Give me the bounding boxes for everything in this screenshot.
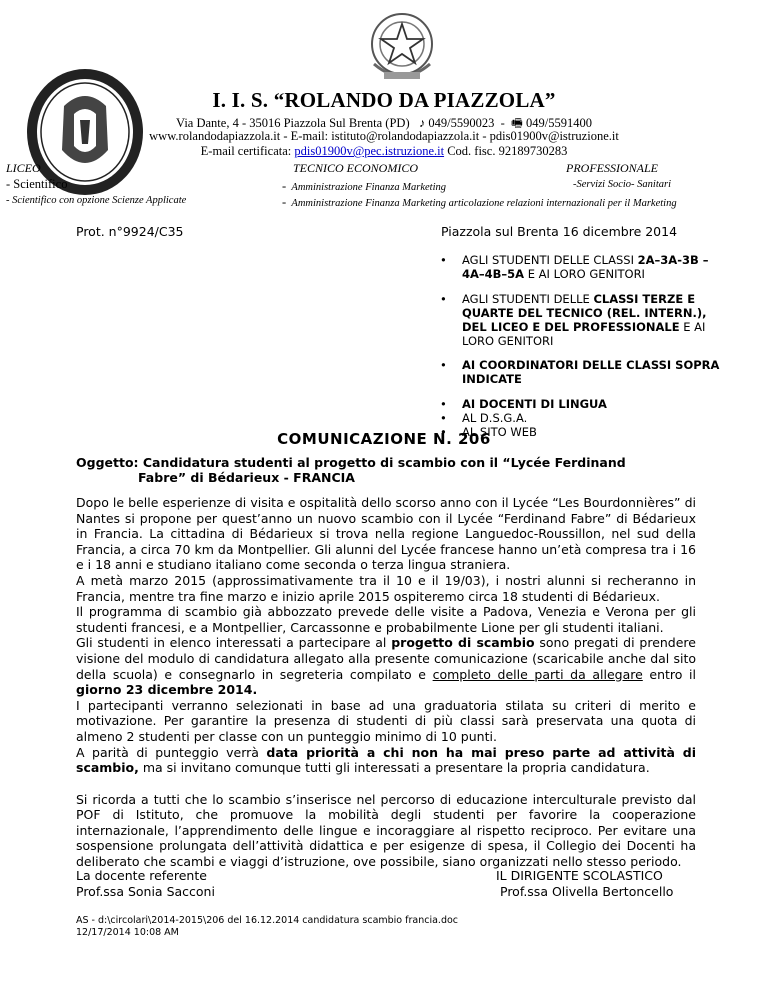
web-email-line: www.rolandodapiazzola.it - E-mail: istituto@rolandodapiazzola.it - pdis01900v@istruzione.it (149, 129, 619, 143)
certified-email-link[interactable]: pdis01900v@pec.istruzione.it (294, 144, 445, 158)
recipient-item: • AL D.S.G.A. (436, 411, 726, 425)
tax-code: Cod. fisc. 92189730283 (447, 144, 568, 158)
recipient-item: • AI COORDINATORI DELLE CLASSI SOPRA INDICATE (436, 358, 726, 386)
liceo-line2: - Scientifico con opzione Scienze Applicate (6, 195, 187, 206)
signature-right-name: Prof.ssa Olivella Bertoncello (500, 884, 674, 899)
italian-republic-emblem (362, 8, 442, 86)
paragraph: Gli studenti in elenco interessati a partecipare al progetto di scambio sono pregati di prendere visione del modulo di candidatura allegato alla presente comunicazione (scaricabile anche dal sito della scuola) e consegnarlo in segreteria compilato e completo delle parti da allegare entro il giorno 23 dicembre 2014. (76, 635, 696, 698)
recipient-item: • AGLI STUDENTI DELLE CLASSI TERZE E QUARTE DEL TECNICO (REL. INTERN.), DEL LICEO E DEL PROFESSIONALE E AI LORO GENITORI (436, 292, 726, 348)
subject (76, 455, 696, 485)
paragraph: A parità di punteggio verrà data priorità a chi non ha mai preso parte ad attività di scambio, ma si invitano comunque tutti gli interessati a presentare la propria candidatura. (76, 744, 697, 776)
certified-email-line (0, 144, 768, 159)
tecnico-line2: - Amministrazione Finanza Marketing articolazione relazioni internazionali per il Marketing (282, 195, 677, 209)
place-date: Piazzola sul Brenta 16 dicembre 2014 (441, 224, 678, 239)
phone-icon: ♪ (419, 116, 426, 130)
subject-line-1: Oggetto: Candidatura studenti al progetto di scambio con il “Lycée Ferdinand (76, 455, 626, 470)
address-text: Via Dante, 4 - 35016 Piazzola Sul Brenta (PD) (176, 116, 410, 130)
tecnico-line1: - Amministrazione Finanza Marketing (282, 179, 446, 193)
liceo-line1: - Scientifico (6, 177, 68, 191)
signature-right-role: IL DIRIGENTE SCOLASTICO (496, 868, 663, 883)
paragraph: Dopo le belle esperienze di visita e ospitalità dello scorso anno con il Lycée “Les Bourdonnières” di Nantes si propone per quest’anno un nuovo scambio con il Lycée “Ferdinand Fabre” di Bédarieux in Francia. La cittadina di Bédarieux si trova nella regione Languedoc-Roussillon, nel sud della Francia, a circa 70 km da Montpellier. Gli alunni del Lycée francese hanno un’età compresa tra i 16 e i 18 anni e studiano italiano come seconda o terza lingua straniera. (76, 495, 696, 573)
footer-timestamp: 12/17/2014 10:08 AM (76, 927, 179, 938)
recipient-item: • AL SITO WEB (436, 425, 726, 439)
subject-line-2: Fabre” di Bédarieux - FRANCIA (138, 470, 355, 485)
signature-left (76, 868, 215, 900)
phone-number: 049/5590023 (428, 116, 495, 130)
recipient-item: • AGLI STUDENTI DELLE CLASSI 2A–3A-3B –4A–4B–5A E AI LORO GENITORI (436, 253, 726, 281)
fax-number: 049/5591400 (525, 116, 592, 130)
certified-email-label: E-mail certificata: (200, 144, 292, 158)
liceo-title: LICEO (6, 161, 41, 175)
signature-right (496, 868, 673, 900)
address-line: Via Dante, 4 - 35016 Piazzola Sul Brenta (PD) ♪ 049/5590023 - 🖷 049/5591400 (176, 116, 592, 130)
footer-path: AS - d:\circolari\2014-2015\206 del 16.12.2014 candidatura scambio francia.doc (76, 915, 459, 926)
paragraph: A metà marzo 2015 (approssimativamente tra il 10 e il 19/03), i nostri alunni si recheranno in Francia, mentre tra fine marzo e inizio aprile 2015 ospiteremo circa 18 studenti di Bédarieux. (76, 572, 696, 604)
footer (76, 915, 458, 939)
paragraph: Si ricorda a tutti che lo scambio s’inserisce nel percorso di educazione interculturale previsto dal POF di Istituto, che promuove la mobilità degli studenti per favorire la cooperazione internazionale, l’apprendimento delle lingue e incoraggiare al rispetto reciproco. Per evitare una sospensione prolungata dell’attività didattica e per esigenze di spesa, il Collegio dei Docenti ha deliberato che scambi e viaggi d’istruzione, ove possibile, siano organizzati nello stesso periodo. (76, 791, 696, 870)
fax-icon: 🖷 (511, 116, 523, 130)
paragraph: I partecipanti verranno selezionati in base ad una graduatoria stilata su criteri di merito e motivazione. Per garantire la presenza di studenti di più classi sarà preservata una quota di almeno 2 studenti per classe con un punteggio minimo di 10 punti. (76, 697, 696, 744)
signature-left-name: Prof.ssa Sonia Sacconi (76, 884, 215, 899)
professionale-title: PROFESSIONALE (566, 161, 658, 175)
body-text (76, 495, 696, 870)
professionale-line1: -Servizi Socio- Sanitari (573, 179, 671, 190)
paragraph: Il programma di scambio già abbozzato prevede delle visite a Padova, Venezia e Verona per gli studenti francesi, e a Montpellier, Carcassonne e probabilmente Lione per gli studenti italiani. (76, 604, 696, 635)
recipient-item: • AI DOCENTI DI LINGUA (436, 397, 726, 411)
communication-title: COMUNICAZIONE N. 206 (277, 430, 491, 448)
signature-left-role: La docente referente (76, 868, 207, 883)
protocol-number: Prot. n°9924/C35 (76, 224, 184, 239)
school-name: I. I. S. “ROLANDO DA PIAZZOLA” (212, 88, 556, 112)
tecnico-title: TECNICO ECONOMICO (293, 161, 419, 175)
